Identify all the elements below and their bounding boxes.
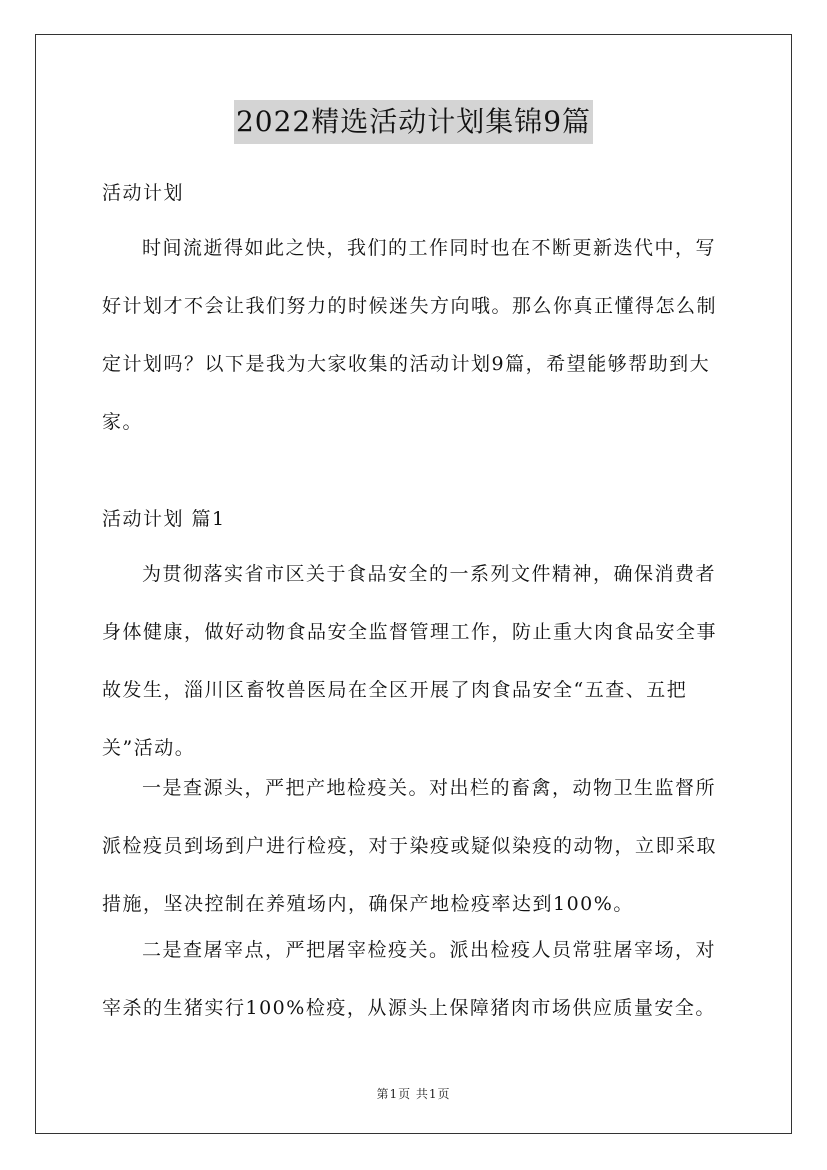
document-title[interactable]: 2022精选活动计划集锦9篇 — [234, 100, 593, 144]
article-paragraph-3[interactable]: 二是查屠宰点，严把屠宰检疫关。派出检疫人员常驻屠宰场，对宰杀的生猪实行100%检疫，从源头上保障猪肉市场供应质量安全。 — [102, 939, 717, 1019]
section-heading[interactable]: 活动计划 — [102, 182, 185, 204]
article-paragraph-1[interactable]: 为贯彻落实省市区关于食品安全的一系列文件精神，确保消费者身体健康，做好动物食品安全监督管理工作，防止重大肉食品安全事故发生，淄川区畜牧兽医局在全区开展了肉食品安全“五查、五把关”活动。 — [102, 563, 718, 759]
title-container — [0, 100, 827, 144]
intro-paragraph[interactable]: 时间流逝得如此之快，我们的工作同时也在不断更新迭代中，写好计划才不会让我们努力的时候迷失方向哦。那么你真正懂得怎么制定计划吗？以下是我为大家收集的活动计划9篇，希望能够帮助到大家。 — [102, 237, 718, 433]
article-heading[interactable]: 活动计划 篇1 — [102, 508, 226, 530]
article-paragraph-2[interactable]: 一是查源头，严把产地检疫关。对出栏的畜禽，动物卫生监督所派检疫员到场到户进行检疫，对于染疫或疑似染疫的动物，立即采取措施，坚决控制在养殖场内，确保产地检疫率达到100%。 — [102, 777, 718, 915]
page-footer: 第1页 共1页 — [376, 1087, 451, 1101]
